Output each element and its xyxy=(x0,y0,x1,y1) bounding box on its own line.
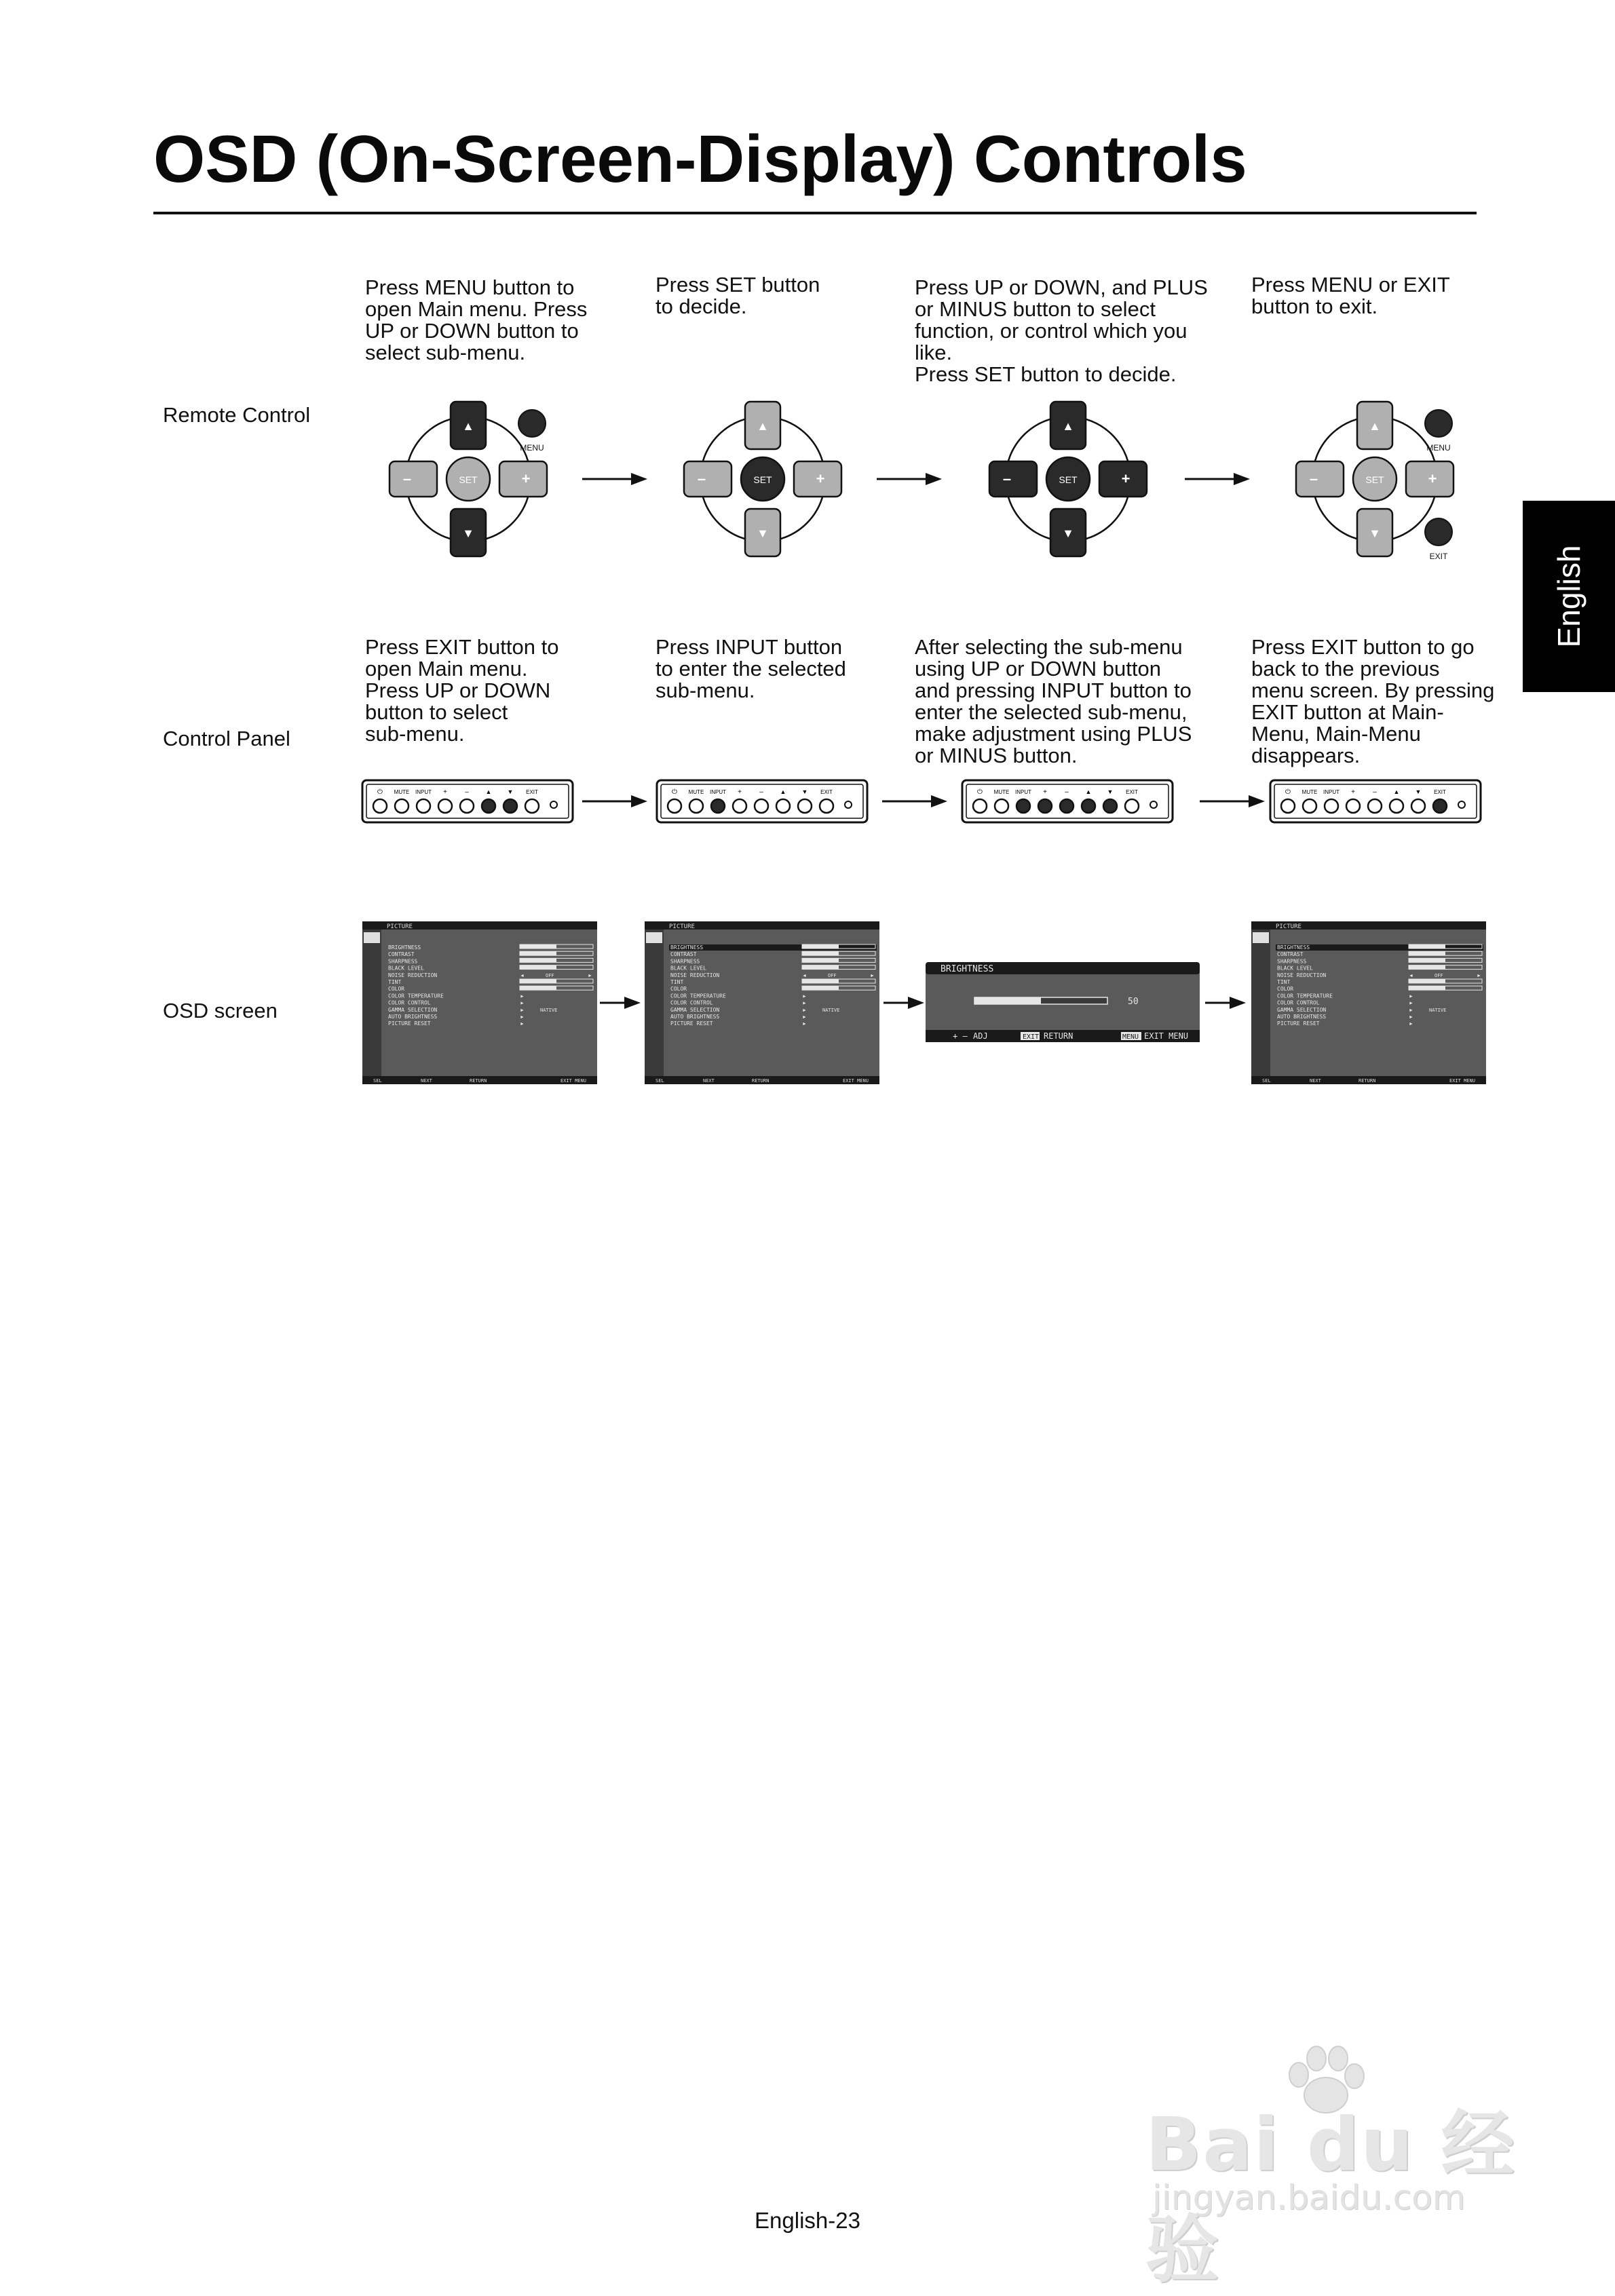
osd-menu-item: BLACK LEVEL xyxy=(1277,965,1313,972)
osd-menu-item: CONTRAST xyxy=(670,951,697,958)
svg-text:RETURN: RETURN xyxy=(1044,1031,1074,1041)
svg-text:INPUT: INPUT xyxy=(415,789,432,795)
panel-step-2-text: Press INPUT button to enter the selected sub-menu. xyxy=(656,635,846,702)
svg-text:PICTURE: PICTURE xyxy=(387,923,413,930)
chevron-right-icon: ◄ xyxy=(802,973,807,978)
svg-text:–: – xyxy=(402,470,412,487)
svg-text:MUTE: MUTE xyxy=(688,789,704,795)
osd-menu-item: BRIGHTNESS xyxy=(1277,944,1310,951)
svg-text:▼: ▼ xyxy=(1062,527,1074,540)
svg-text:+: + xyxy=(521,470,531,487)
svg-text:NEXT: NEXT xyxy=(1310,1078,1321,1084)
osd-menu-item: NOISE REDUCTION xyxy=(388,972,438,978)
osd-menu-item: SHARPNESS xyxy=(1277,958,1307,965)
control-panel-2 xyxy=(656,779,869,824)
osd-slider-fill xyxy=(520,958,556,962)
svg-text:EXIT MENU: EXIT MENU xyxy=(843,1078,869,1084)
arrow-right-icon xyxy=(1200,793,1265,809)
arrow-right-icon xyxy=(1185,471,1250,487)
osd-menu-item: TINT xyxy=(670,979,684,985)
svg-text:EXIT MENU: EXIT MENU xyxy=(560,1078,586,1084)
osd-menu-screen-2 xyxy=(645,921,879,1084)
arrow-right-icon xyxy=(882,793,947,809)
osd-slider-fill xyxy=(1409,951,1445,955)
chevron-right-icon: ► xyxy=(802,1015,807,1020)
brightness-level-fill xyxy=(974,997,1041,1004)
osd-menu-item: COLOR TEMPERATURE xyxy=(670,993,726,999)
osd-gamma-value: NATIVE xyxy=(1429,1007,1447,1013)
svg-text:RETURN: RETURN xyxy=(470,1078,487,1084)
svg-text:+: + xyxy=(1043,788,1047,796)
svg-text:▼: ▼ xyxy=(1415,788,1422,795)
osd-menu-item: COLOR TEMPERATURE xyxy=(388,993,444,999)
osd-menu-item: NOISE REDUCTION xyxy=(1277,972,1327,978)
svg-text:–: – xyxy=(1373,788,1377,796)
osd-menu-item: BLACK LEVEL xyxy=(388,965,424,972)
svg-text:▲: ▲ xyxy=(1369,419,1381,433)
osd-menu-item: GAMMA SELECTION xyxy=(670,1006,720,1013)
svg-text:INPUT: INPUT xyxy=(1015,789,1031,795)
remote-step-4-text: Press MENU or EXIT button to exit. xyxy=(1251,273,1450,318)
chevron-right-icon: ► xyxy=(520,1001,525,1006)
svg-text:MUTE: MUTE xyxy=(993,789,1010,795)
arrow-right-icon xyxy=(877,471,942,487)
osd-slider-fill xyxy=(802,965,839,970)
chevron-right-icon: ► xyxy=(520,1008,525,1013)
svg-text:▼: ▼ xyxy=(507,788,514,795)
panel-step-4-text: Press EXIT button to go back to the previous menu screen. By pressing EXIT button at Main- Menu, Main-Menu disappears. xyxy=(1251,635,1495,767)
osd-noise-value: OFF xyxy=(546,972,554,978)
svg-text:+: + xyxy=(1428,470,1437,487)
osd-menu-item: COLOR CONTROL xyxy=(670,999,713,1006)
osd-slider-fill xyxy=(802,986,839,990)
page-title: OSD (On-Screen-Display) Controls xyxy=(153,121,1247,196)
osd-menu-item: BLACK LEVEL xyxy=(670,965,706,972)
watermark-logo: Bai du 经验 xyxy=(1145,2103,1516,2293)
osd-slider-fill xyxy=(520,951,556,955)
svg-text:+: + xyxy=(1121,470,1130,487)
svg-text:–: – xyxy=(1002,470,1012,487)
page-number: English-23 xyxy=(755,2208,860,2233)
svg-text:SET: SET xyxy=(753,474,772,485)
row-label-panel: Control Panel xyxy=(163,727,290,750)
svg-text:–: – xyxy=(759,788,763,796)
osd-slider-fill xyxy=(520,986,556,990)
up-arrow-icon: ▲ xyxy=(462,419,474,433)
svg-text:▼: ▼ xyxy=(801,788,808,795)
svg-text:PICTURE: PICTURE xyxy=(669,923,695,930)
osd-menu-item: GAMMA SELECTION xyxy=(388,1006,438,1013)
svg-text:+: + xyxy=(1351,788,1355,796)
svg-text:–: – xyxy=(1309,470,1318,487)
osd-slider-fill xyxy=(520,965,556,970)
svg-text:+: + xyxy=(443,788,447,796)
svg-text:NEXT: NEXT xyxy=(421,1078,432,1084)
watermark-url: jingyan.baidu.com xyxy=(1152,2178,1466,2217)
svg-text:⏻: ⏻ xyxy=(672,788,677,796)
svg-text:NEXT: NEXT xyxy=(703,1078,715,1084)
osd-menu-item: AUTO BRIGHTNESS xyxy=(1277,1014,1327,1020)
osd-menu-screen-1 xyxy=(362,921,597,1084)
osd-menu-item: SHARPNESS xyxy=(388,958,418,965)
osd-menu-item: PICTURE RESET xyxy=(1277,1020,1320,1027)
chevron-right-icon: ► xyxy=(870,973,875,978)
svg-text:EXIT: EXIT xyxy=(1126,789,1138,795)
osd-menu-item: COLOR TEMPERATURE xyxy=(1277,993,1333,999)
svg-text:RETURN: RETURN xyxy=(752,1078,770,1084)
osd-gamma-value: NATIVE xyxy=(822,1007,840,1013)
svg-text:⏻: ⏻ xyxy=(1285,788,1291,796)
set-label: SET xyxy=(459,474,478,485)
svg-text:+ –: + – xyxy=(953,1031,968,1041)
chevron-right-icon: ► xyxy=(588,973,592,978)
chevron-right-icon: ◄ xyxy=(520,973,525,978)
osd-slider-fill xyxy=(520,979,556,983)
chevron-right-icon: ► xyxy=(520,1022,525,1027)
control-panel-1 xyxy=(361,779,574,824)
osd-menu-item: NOISE REDUCTION xyxy=(670,972,720,978)
svg-text:–: – xyxy=(1065,788,1069,796)
chevron-right-icon: ► xyxy=(1409,1015,1413,1020)
osd-noise-value: OFF xyxy=(1434,972,1443,978)
osd-slider-fill xyxy=(802,944,839,949)
osd-slider-fill xyxy=(520,944,556,949)
remote-menu-button-1 xyxy=(514,408,562,457)
osd-menu-item: COLOR xyxy=(388,986,405,993)
svg-text:EXIT: EXIT xyxy=(526,789,538,795)
svg-text:EXIT MENU: EXIT MENU xyxy=(1449,1078,1475,1084)
osd-slider-fill xyxy=(802,951,839,955)
watermark xyxy=(1145,2045,1525,2293)
svg-text:50: 50 xyxy=(1128,997,1139,1007)
arrow-right-icon xyxy=(884,995,924,1011)
chevron-right-icon: ► xyxy=(520,994,525,999)
svg-text:▼: ▼ xyxy=(1107,788,1114,795)
osd-menu-item: SHARPNESS xyxy=(670,958,700,965)
osd-slider-fill xyxy=(1409,979,1445,983)
svg-text:BRIGHTNESS: BRIGHTNESS xyxy=(940,964,994,974)
title-rule xyxy=(153,212,1477,214)
osd-menu-item: GAMMA SELECTION xyxy=(1277,1006,1327,1013)
chevron-right-icon: ◄ xyxy=(1409,973,1413,978)
osd-menu-item: BRIGHTNESS xyxy=(388,944,421,951)
svg-text:▲: ▲ xyxy=(1393,788,1400,795)
svg-text:MUTE: MUTE xyxy=(1302,789,1318,795)
osd-slider-fill xyxy=(1409,986,1445,990)
chevron-right-icon: ► xyxy=(802,1022,807,1027)
remote-step-1-text: Press MENU button to open Main menu. Press UP or DOWN button to select sub-menu. xyxy=(365,275,588,364)
arrow-right-icon xyxy=(600,995,641,1011)
osd-brightness-screen xyxy=(926,962,1200,1042)
chevron-right-icon: ► xyxy=(1409,994,1413,999)
control-panel-3 xyxy=(961,779,1174,824)
chevron-right-icon: ► xyxy=(520,1015,525,1020)
osd-menu-item: AUTO BRIGHTNESS xyxy=(670,1014,720,1020)
osd-noise-value: OFF xyxy=(828,972,837,978)
remote-exit-button-4 xyxy=(1421,517,1468,565)
down-arrow-icon: ▼ xyxy=(462,527,474,540)
osd-menu-item: CONTRAST xyxy=(1277,951,1304,958)
osd-menu-item: PICTURE RESET xyxy=(388,1020,431,1027)
chevron-right-icon: ► xyxy=(1477,973,1481,978)
osd-menu-item: BRIGHTNESS xyxy=(670,944,704,951)
svg-text:EXIT: EXIT xyxy=(820,789,833,795)
svg-text:PICTURE: PICTURE xyxy=(1276,923,1302,930)
svg-text:▲: ▲ xyxy=(485,788,492,795)
language-tab xyxy=(1523,501,1615,692)
osd-slider-fill xyxy=(1409,965,1445,970)
svg-text:SET: SET xyxy=(1059,474,1078,485)
osd-gamma-value: NATIVE xyxy=(540,1007,558,1013)
osd-slider-fill xyxy=(1409,944,1445,949)
svg-text:MENU: MENU xyxy=(1426,443,1451,453)
row-label-remote: Remote Control xyxy=(163,403,311,427)
svg-text:EXIT MENU: EXIT MENU xyxy=(1144,1031,1189,1041)
remote-diagram-2 xyxy=(681,399,844,558)
osd-menu-screen-3 xyxy=(1251,921,1486,1084)
row-label-osd: OSD screen xyxy=(163,999,278,1022)
svg-text:+: + xyxy=(738,788,742,796)
remote-step-3-text: Press UP or DOWN, and PLUS or MINUS button to select function, or control which you like. Press SET button to decide. xyxy=(915,275,1208,386)
svg-text:EXIT: EXIT xyxy=(1023,1033,1040,1041)
panel-step-3-text: After selecting the sub-menu using UP or DOWN button and pressing INPUT button to enter the selected sub-menu, make adjustment using PLUS or MINUS button. xyxy=(915,635,1192,767)
svg-text:–: – xyxy=(465,788,469,796)
osd-menu-item: COLOR CONTROL xyxy=(1277,999,1320,1006)
chevron-right-icon: ► xyxy=(802,994,807,999)
svg-text:RETURN: RETURN xyxy=(1358,1078,1376,1084)
svg-text:EXIT: EXIT xyxy=(1434,789,1446,795)
osd-menu-item: TINT xyxy=(1277,979,1291,985)
svg-text:ADJ: ADJ xyxy=(973,1031,988,1041)
osd-menu-item: COLOR CONTROL xyxy=(388,999,431,1006)
arrow-right-icon xyxy=(1205,995,1246,1011)
chevron-right-icon: ► xyxy=(802,1008,807,1013)
osd-menu-item: COLOR xyxy=(670,986,687,993)
osd-menu-item: TINT xyxy=(388,979,402,985)
arrow-right-icon xyxy=(582,471,647,487)
osd-slider-fill xyxy=(802,958,839,962)
remote-diagram-3 xyxy=(987,399,1150,558)
svg-text:INPUT: INPUT xyxy=(710,789,726,795)
chevron-right-icon: ► xyxy=(802,1001,807,1006)
svg-text:MENU: MENU xyxy=(520,443,544,453)
svg-text:SEL: SEL xyxy=(373,1078,382,1084)
svg-text:▲: ▲ xyxy=(780,788,786,795)
osd-slider-fill xyxy=(802,979,839,983)
svg-text:⏻: ⏻ xyxy=(977,788,983,796)
svg-text:MUTE: MUTE xyxy=(394,789,410,795)
osd-menu-item: COLOR xyxy=(1277,986,1294,993)
osd-slider-fill xyxy=(1409,958,1445,962)
svg-text:⏻: ⏻ xyxy=(377,788,383,796)
language-tab-label: English xyxy=(1551,545,1586,648)
svg-text:▲: ▲ xyxy=(1085,788,1092,795)
svg-text:SET: SET xyxy=(1365,474,1384,485)
remote-menu-button-4 xyxy=(1421,408,1468,457)
svg-text:SEL: SEL xyxy=(1262,1078,1271,1084)
svg-text:▲: ▲ xyxy=(757,419,769,433)
osd-menu-item: AUTO BRIGHTNESS xyxy=(388,1014,438,1020)
arrow-right-icon xyxy=(582,793,647,809)
svg-text:MENU: MENU xyxy=(1122,1033,1139,1041)
svg-text:▼: ▼ xyxy=(757,527,769,540)
svg-text:INPUT: INPUT xyxy=(1323,789,1340,795)
chevron-right-icon: ► xyxy=(1409,1008,1413,1013)
svg-text:SEL: SEL xyxy=(656,1078,664,1084)
chevron-right-icon: ► xyxy=(1409,1022,1413,1027)
svg-text:–: – xyxy=(697,470,706,487)
svg-text:▼: ▼ xyxy=(1369,527,1381,540)
panel-step-1-text: Press EXIT button to open Main menu. Press UP or DOWN button to select sub-menu. xyxy=(365,635,559,746)
chevron-right-icon: ► xyxy=(1409,1001,1413,1006)
remote-step-2-text: Press SET button to decide. xyxy=(656,273,820,318)
svg-text:EXIT: EXIT xyxy=(1429,552,1448,561)
control-panel-4 xyxy=(1269,779,1482,824)
svg-text:▲: ▲ xyxy=(1062,419,1074,433)
svg-text:+: + xyxy=(816,470,825,487)
osd-menu-item: CONTRAST xyxy=(388,951,415,958)
osd-menu-item: PICTURE RESET xyxy=(670,1020,713,1027)
